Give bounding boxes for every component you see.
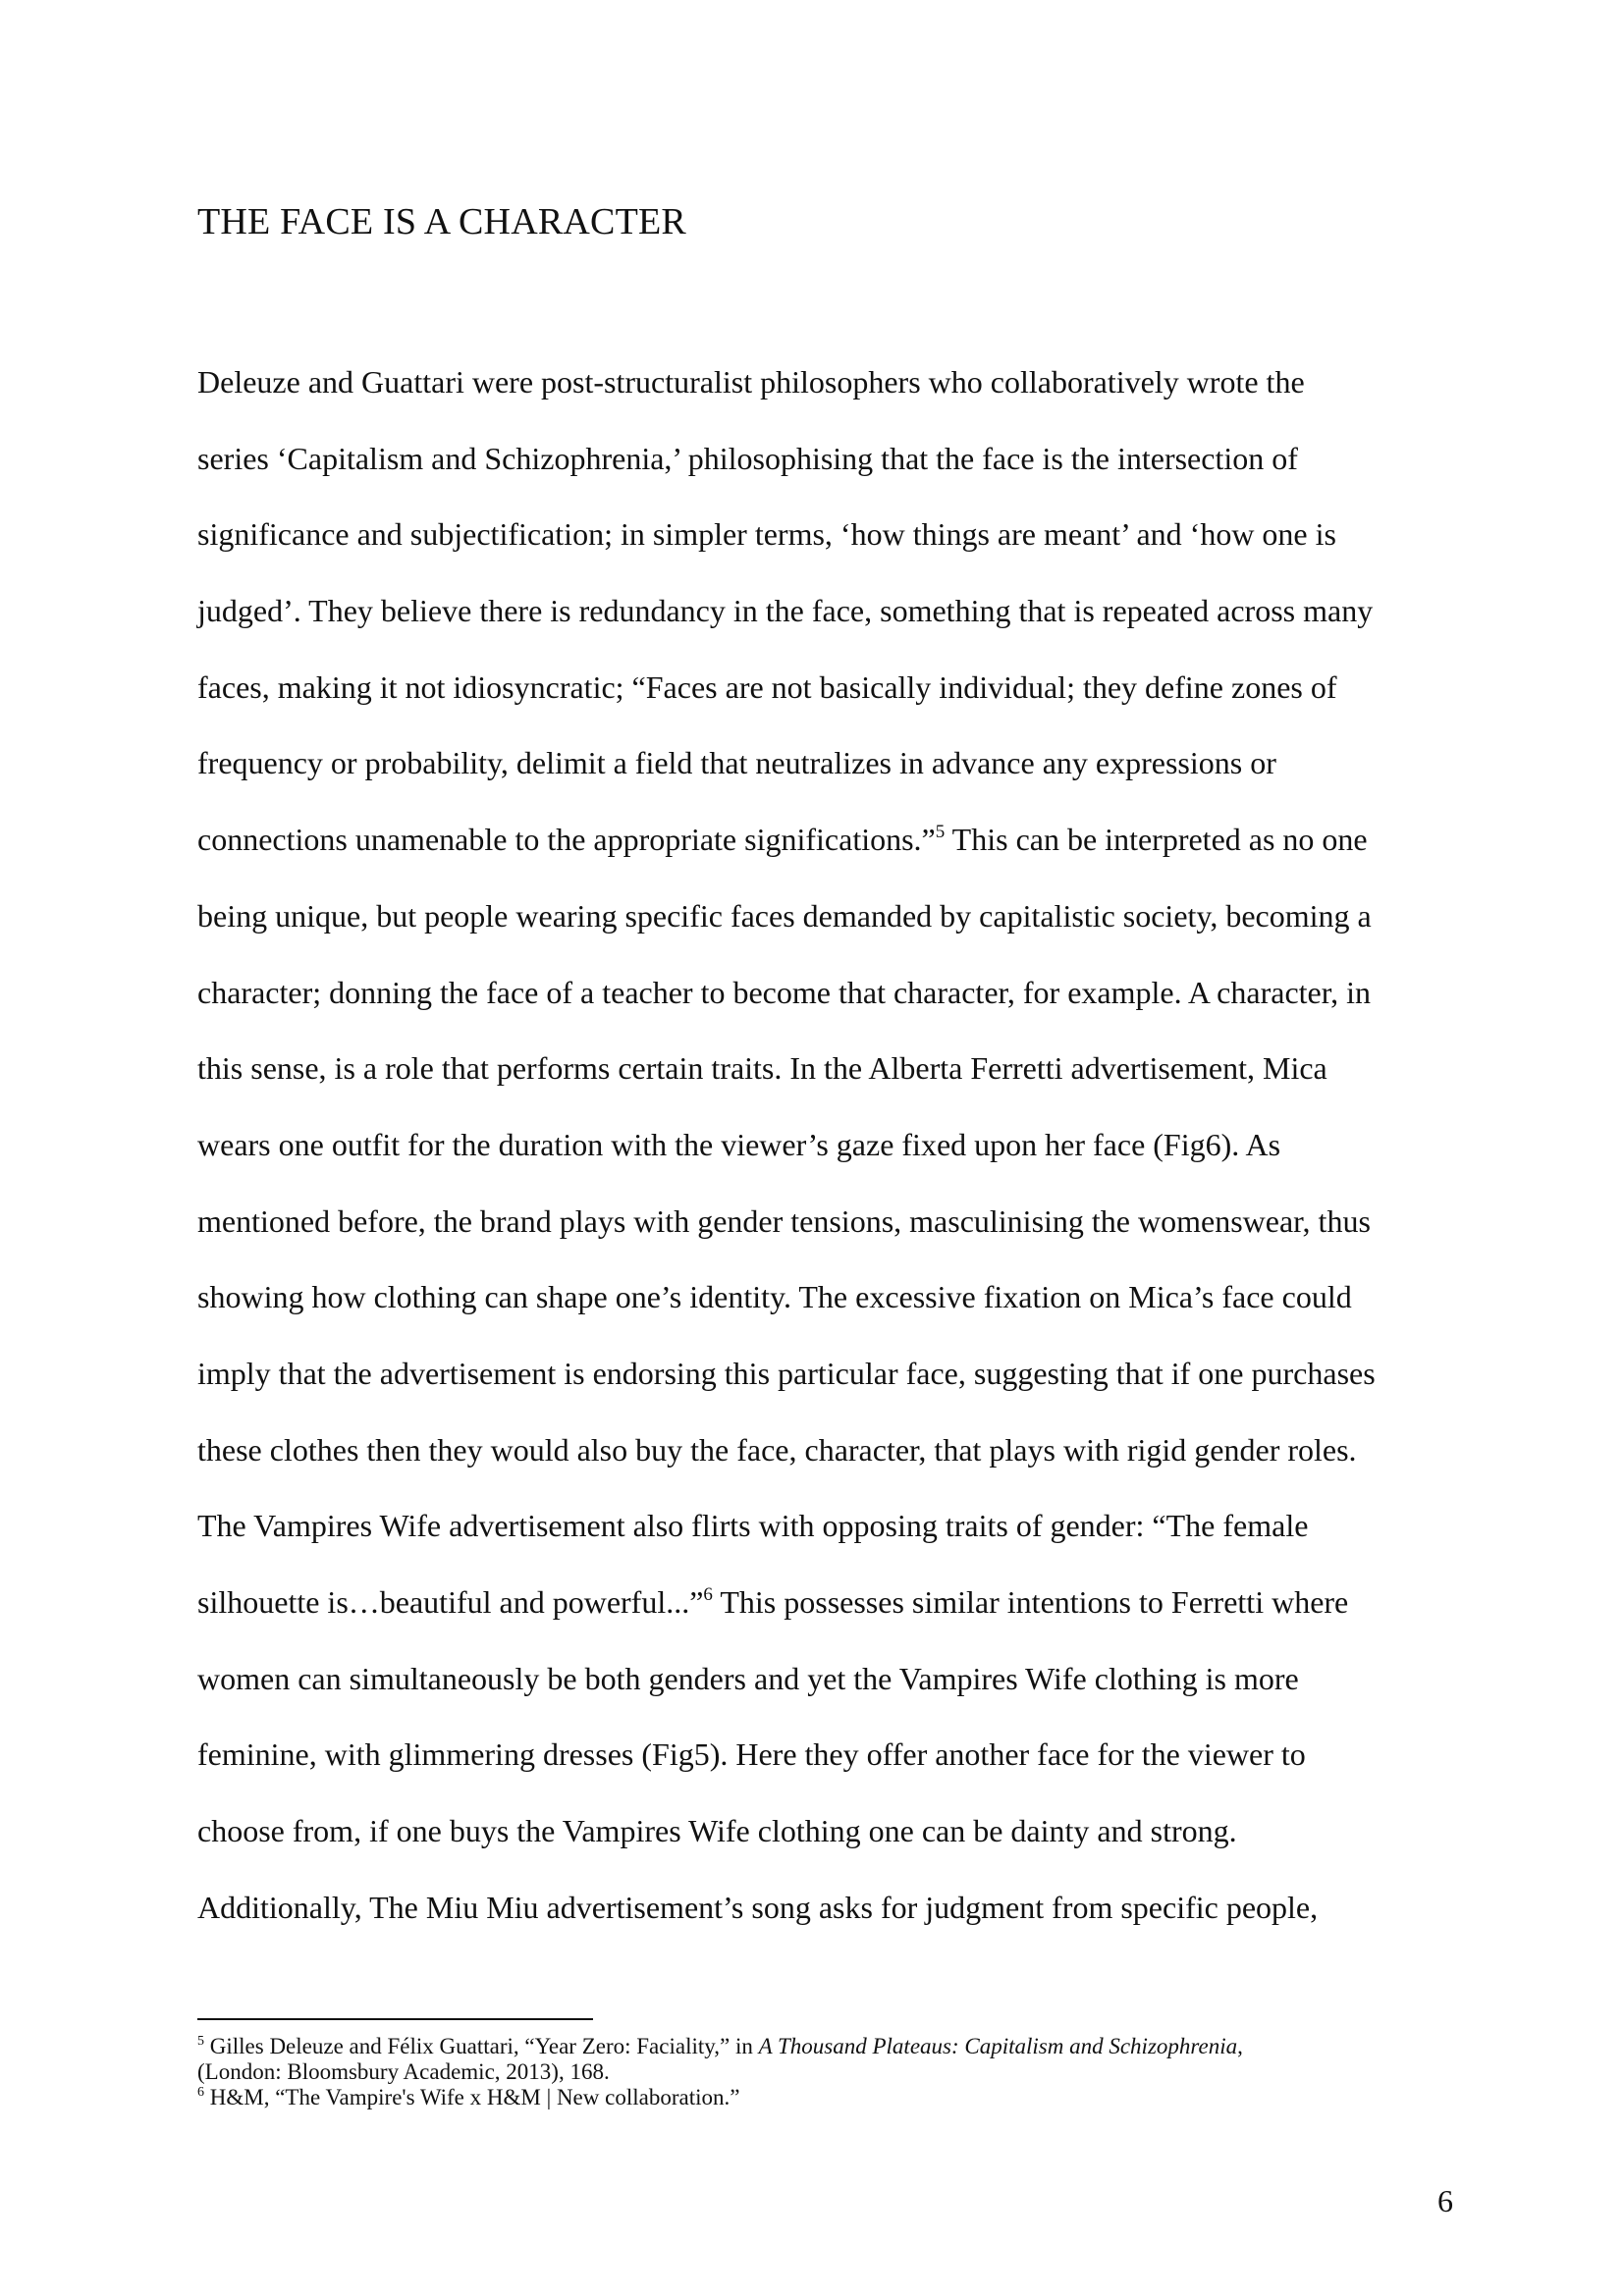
footnote-text: H&M, “The Vampire's Wife x H&M | New collaboration.” <box>204 2085 740 2109</box>
body-line-text: This can be interpreted as no one <box>945 822 1368 858</box>
body-line: Additionally, The Miu Miu advertisement’s song asks for judgment from specific people, <box>197 1889 1319 1925</box>
footnote-6 <box>197 2085 1474 2110</box>
footnote-5 <box>197 2034 1474 2059</box>
footnote-ref-6[interactable]: 6 <box>703 1584 713 1605</box>
body-line: Deleuze and Guattari were post-structuralist philosophers who collaboratively wrote the <box>197 364 1305 400</box>
body-paragraph <box>197 352 1474 1953</box>
body-line: faces, making it not idiosyncratic; “Faces are not basically individual; they define zones of <box>197 668 1337 705</box>
body-line-text: This possesses similar intentions to Ferretti where <box>712 1584 1349 1620</box>
body-line: wears one outfit for the duration with the viewer’s gaze fixed upon her face (Fig6). As <box>197 1126 1281 1162</box>
body-line: The Vampires Wife advertisement also flirts with opposing traits of gender: “The female <box>197 1508 1309 1544</box>
body-line: being unique, but people wearing specific faces demanded by capitalistic society, becoming a <box>197 897 1372 934</box>
page-number: 6 <box>1437 2183 1453 2218</box>
body-line: women can simultaneously be both genders and yet the Vampires Wife clothing is more <box>197 1660 1299 1696</box>
body-line-with-footnote-ref <box>197 1573 1474 1649</box>
body-line: imply that the advertisement is endorsing this particular face, suggesting that if one purchases <box>197 1355 1376 1391</box>
body-line: this sense, is a role that performs certain traits. In the Alberta Ferretti advertisement, Mica <box>197 1050 1327 1087</box>
footnotes <box>197 2034 1474 2110</box>
footnote-5-continuation: (London: Bloomsbury Academic, 2013), 168. <box>197 2059 610 2084</box>
body-line-text: silhouette is…beautiful and powerful...” <box>197 1584 704 1620</box>
footnote-text: Gilles Deleuze and Félix Guattari, “Year Zero: Faciality,” in <box>204 2034 759 2058</box>
footnote-number: 6 <box>197 2085 204 2100</box>
body-line: significance and subjectification; in simpler terms, ‘how things are meant’ and ‘how one is <box>197 516 1336 553</box>
body-line: feminine, with glimmering dresses (Fig5). Here they offer another face for the viewer to <box>197 1736 1306 1773</box>
footnote-number: 5 <box>197 2034 204 2049</box>
footnote-ref-5[interactable]: 5 <box>935 822 946 843</box>
footnote-separator <box>197 2018 593 2020</box>
body-line-with-footnote-ref <box>197 810 1474 886</box>
body-line: frequency or probability, delimit a field that neutralizes in advance any expressions or <box>197 745 1276 781</box>
body-line: series ‘Capitalism and Schizophrenia,’ philosophising that the face is the intersection of <box>197 440 1298 476</box>
footnote-book-title: A Thousand Plateaus: Capitalism and Schizophrenia <box>758 2034 1238 2058</box>
section-heading: THE FACE IS A CHARACTER <box>197 201 686 242</box>
body-line: choose from, if one buys the Vampires Wife clothing one can be dainty and strong. <box>197 1813 1237 1849</box>
body-line: mentioned before, the brand plays with gender tensions, masculinising the womenswear, thus <box>197 1202 1371 1239</box>
body-line: these clothes then they would also buy the face, character, that plays with rigid gender roles. <box>197 1431 1357 1468</box>
body-line: character; donning the face of a teacher to become that character, for example. A character, in <box>197 974 1371 1010</box>
body-line: judged’. They believe there is redundancy in the face, something that is repeated across many <box>197 593 1374 629</box>
body-line-text: connections unamenable to the appropriate significations.” <box>197 822 936 858</box>
footnote-text: , <box>1237 2034 1243 2058</box>
body-line: showing how clothing can shape one’s identity. The excessive fixation on Mica’s face could <box>197 1279 1352 1315</box>
